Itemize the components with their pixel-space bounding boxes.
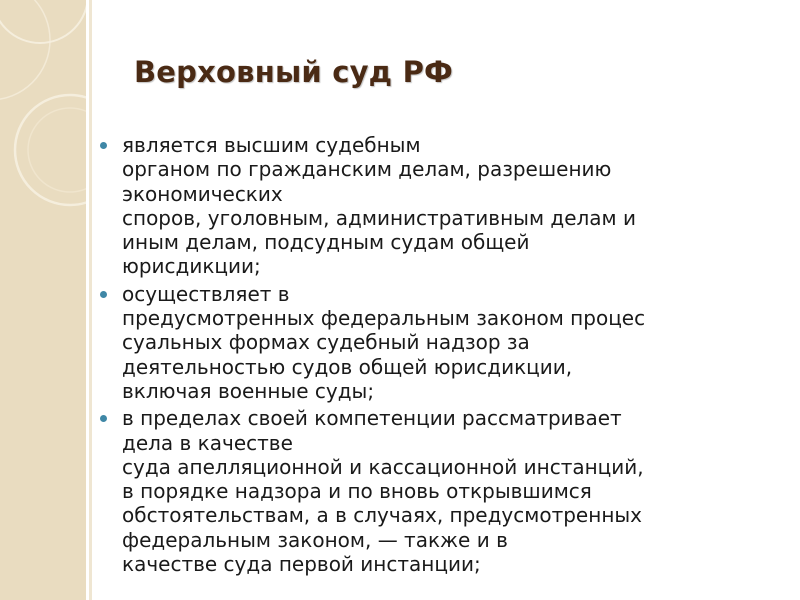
bullet-list [100,133,790,579]
bullet-dot-icon [100,291,107,298]
bullet-line: включая военные суды; [122,378,375,403]
slide-title: Верховный суд РФ [134,55,454,89]
decorative-circles [0,0,86,600]
bullet-dot-icon [100,142,107,149]
bullet-line: в порядке надзора и по вновь открывшимся [122,479,592,504]
bullet-line: юрисдикции; [122,254,261,279]
bullet-line: осуществляет в [122,281,290,306]
bullet-line: суда апелляционной и кассационной инстанций, [122,454,644,479]
bullet-line: предусмотренных федеральным законом процес [122,306,646,331]
bullet-item [100,282,790,403]
bullet-line: обстоятельствам, а в случаях, предусмотренных [122,503,643,528]
bullet-line: дела в качестве [122,430,293,455]
bullet-item [100,406,790,576]
bullet-line: суальных формах судебный надзор за [122,330,530,355]
bullet-line: экономических [122,181,283,206]
bullet-line: является высшим судебным [122,133,421,157]
bullet-item [100,133,790,279]
bullet-line: качестве суда первой инстанции; [122,552,481,577]
bullet-line: иным делам, подсудным судам общей [122,230,530,255]
bullet-line: деятельностью судов общей юрисдикции, [122,354,573,379]
bullet-line: споров, уголовным, административным делам и [122,205,637,230]
panel-divider-inner [89,0,92,600]
bullet-line: органом по гражданским делам, разрешению [122,157,612,182]
bullet-dot-icon [100,415,107,422]
decorative-side-panel [0,0,86,600]
bullet-line: федеральным законом, — также и в [122,527,508,552]
bullet-line: в пределах своей компетенции рассматривает [122,406,622,431]
